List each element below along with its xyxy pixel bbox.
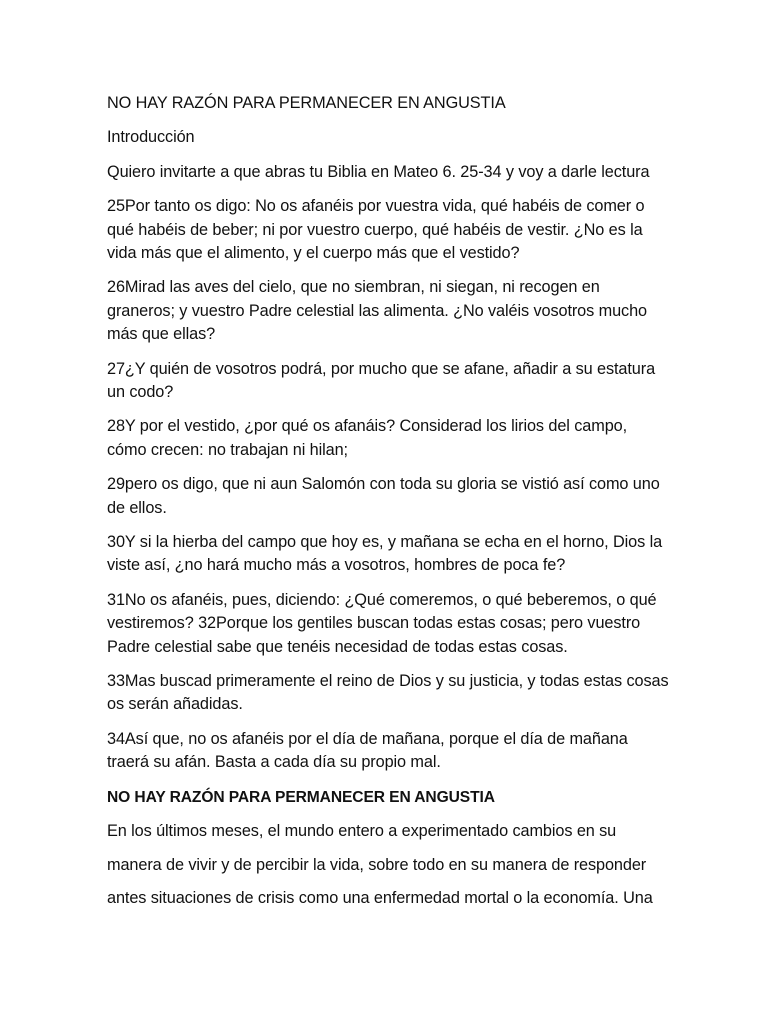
intro-heading: Introducción	[107, 128, 195, 147]
verse-line: 33Mas buscad primeramente el reino de Dios y su justicia, y todas estas cosas	[107, 672, 669, 691]
verse-paragraph	[107, 473, 669, 520]
body-paragraph	[107, 820, 669, 921]
verse-line: viste así, ¿no hará mucho más a vosotros, hombres de poca fe?	[107, 556, 566, 575]
verse-line: Padre celestial sabe que tenéis necesidad de todas estas cosas.	[107, 637, 568, 656]
section-heading: NO HAY RAZÓN PARA PERMANECER EN ANGUSTIA	[107, 788, 495, 806]
verse-line: os serán añadidas.	[107, 695, 243, 714]
verse-paragraph	[107, 728, 669, 775]
intro-text: Quiero invitarte a que abras tu Biblia en Mateo 6. 25-34 y voy a darle lectura	[107, 162, 650, 181]
verse-line: qué habéis de beber; ni por vuestro cuerpo, qué habéis de vestir. ¿No es la	[107, 220, 643, 239]
verse-line: vestiremos? 32Porque los gentiles buscan todas estas cosas; pero vuestro	[107, 614, 641, 633]
verse-paragraph	[107, 670, 669, 717]
body-line: manera de vivir y de percibir la vida, sobre todo en su manera de responder	[107, 855, 647, 874]
verse-line: 29pero os digo, que ni aun Salomón con toda su gloria se vistió así como uno	[107, 475, 660, 494]
document-content	[107, 92, 669, 921]
verse-line: de ellos.	[107, 498, 167, 517]
verse-paragraph	[107, 276, 669, 346]
verse-line: cómo crecen: no trabajan ni hilan;	[107, 440, 348, 459]
verse-line: más que ellas?	[107, 325, 216, 344]
body-line: antes situaciones de crisis como una enfermedad mortal o la economía. Una	[107, 889, 653, 908]
verse-line: 28Y por el vestido, ¿por qué os afanáis? Considerad los lirios del campo,	[107, 417, 628, 436]
verse-line: 34Así que, no os afanéis por el día de mañana, porque el día de mañana	[107, 729, 628, 748]
verse-paragraph	[107, 589, 669, 659]
verse-paragraph	[107, 415, 669, 462]
verse-line: 26Mirad las aves del cielo, que no siembran, ni siegan, ni recogen en	[107, 278, 600, 297]
body-line: En los últimos meses, el mundo entero a experimentado cambios en su	[107, 822, 617, 841]
verse-line: 27¿Y quién de vosotros podrá, por mucho que se afane, añadir a su estatura	[107, 359, 656, 378]
verse-paragraph	[107, 195, 669, 265]
verse-line: vida más que el alimento, y el cuerpo más que el vestido?	[107, 243, 520, 262]
verse-paragraph	[107, 358, 669, 405]
verse-line: 30Y si la hierba del campo que hoy es, y mañana se echa en el horno, Dios la	[107, 533, 663, 552]
verse-line: traerá su afán. Basta a cada día su propio mal.	[107, 753, 441, 772]
verse-paragraph	[107, 531, 669, 578]
verse-line: graneros; y vuestro Padre celestial las alimenta. ¿No valéis vosotros mucho	[107, 301, 647, 320]
verse-line: un codo?	[107, 383, 174, 402]
document-title: NO HAY RAZÓN PARA PERMANECER EN ANGUSTIA	[107, 94, 506, 112]
verse-line: 31No os afanéis, pues, diciendo: ¿Qué comeremos, o qué beberemos, o qué	[107, 590, 657, 609]
verse-line: 25Por tanto os digo: No os afanéis por vuestra vida, qué habéis de comer o	[107, 197, 645, 216]
